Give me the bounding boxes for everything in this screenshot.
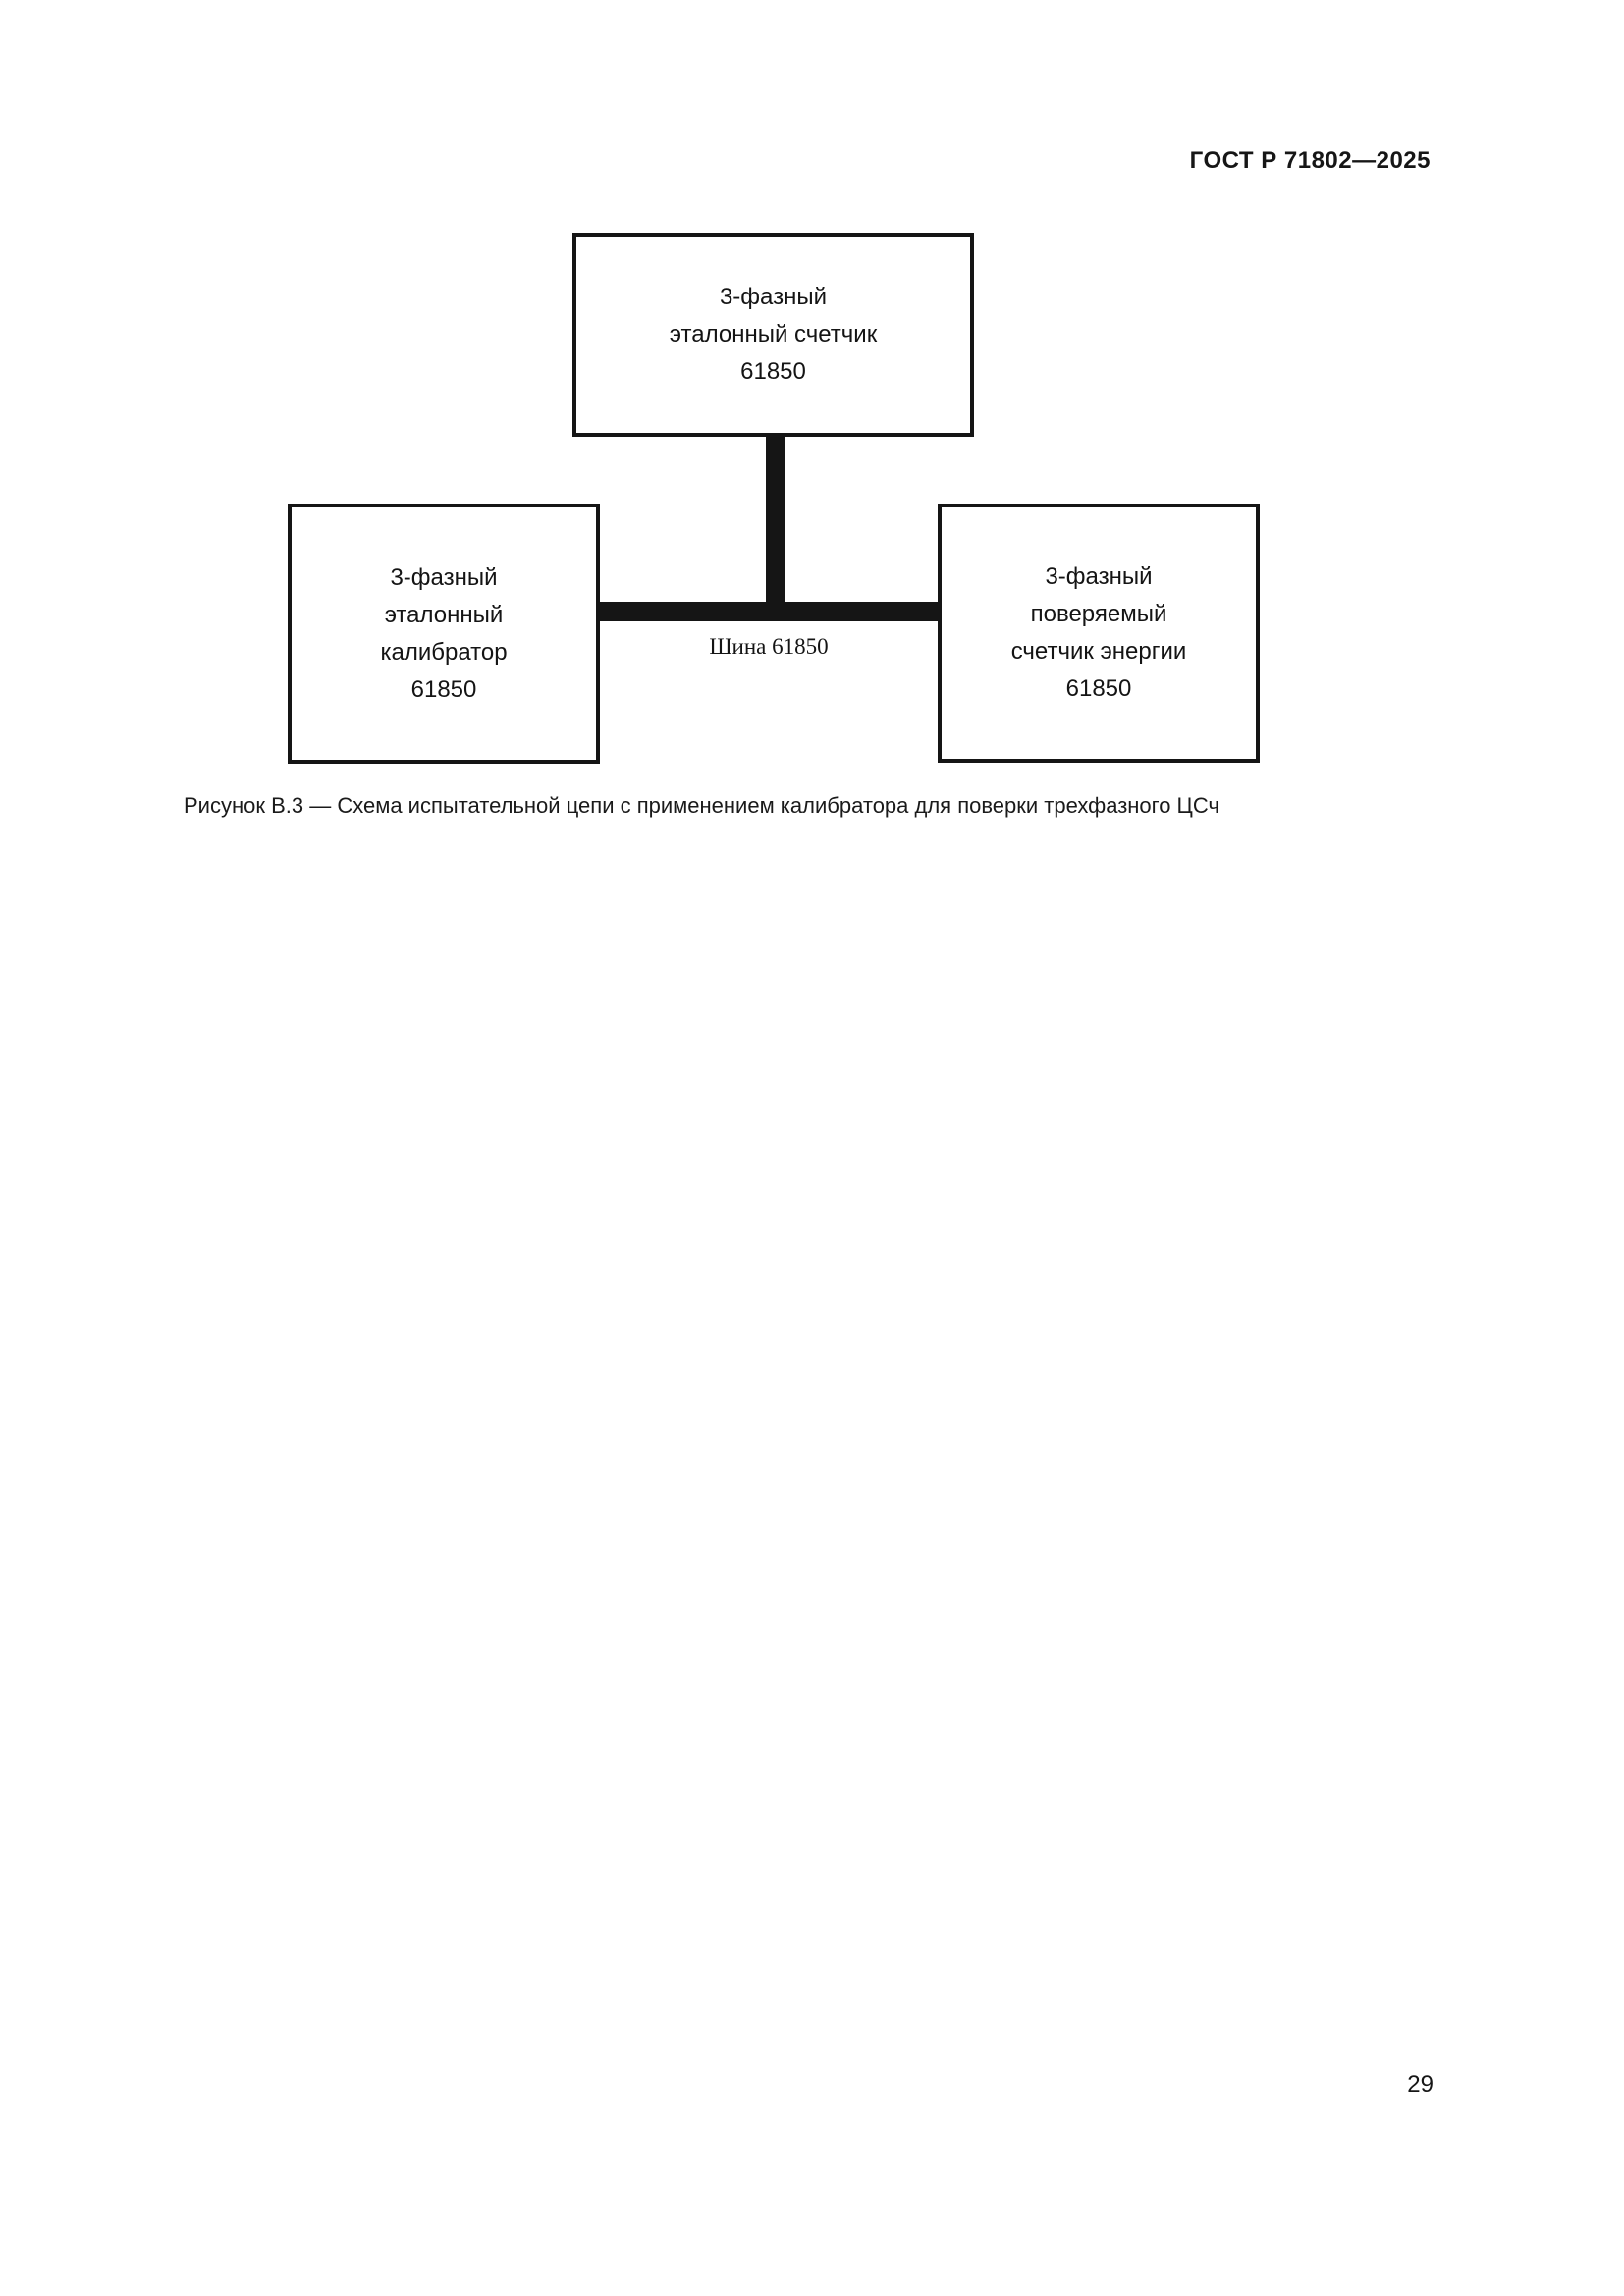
- block-reference-meter: [572, 233, 974, 437]
- block-label-line: счетчик энергии: [1010, 638, 1187, 665]
- bus-connector-vertical: [766, 437, 785, 621]
- block-label-line: калибратор: [380, 638, 508, 666]
- document-header: ГОСТ Р 71802—2025: [1189, 147, 1431, 174]
- bus-line-horizontal: [600, 602, 938, 621]
- block-meter-under-test: [938, 504, 1260, 763]
- block-label-line: эталонный: [384, 601, 504, 628]
- bus-label: Шина 61850: [709, 634, 829, 659]
- block-label-line: 61850: [410, 675, 477, 703]
- block-label-line: 61850: [740, 358, 806, 385]
- figure-caption: Рисунок В.3 — Схема испытательной цепи с применением калибратора для поверки трехфазного ЦСч: [184, 793, 1219, 818]
- block-label-line: 61850: [1065, 675, 1132, 702]
- block-label-line: 3-фазный: [719, 284, 828, 310]
- page-number: 29: [1407, 2071, 1434, 2098]
- block-reference-calibrator: [288, 504, 600, 764]
- block-label-line: поверяемый: [1030, 601, 1167, 627]
- block-label-line: эталонный счетчик: [669, 321, 878, 347]
- block-label-line: 3-фазный: [390, 563, 498, 591]
- block-label-line: 3-фазный: [1045, 563, 1153, 590]
